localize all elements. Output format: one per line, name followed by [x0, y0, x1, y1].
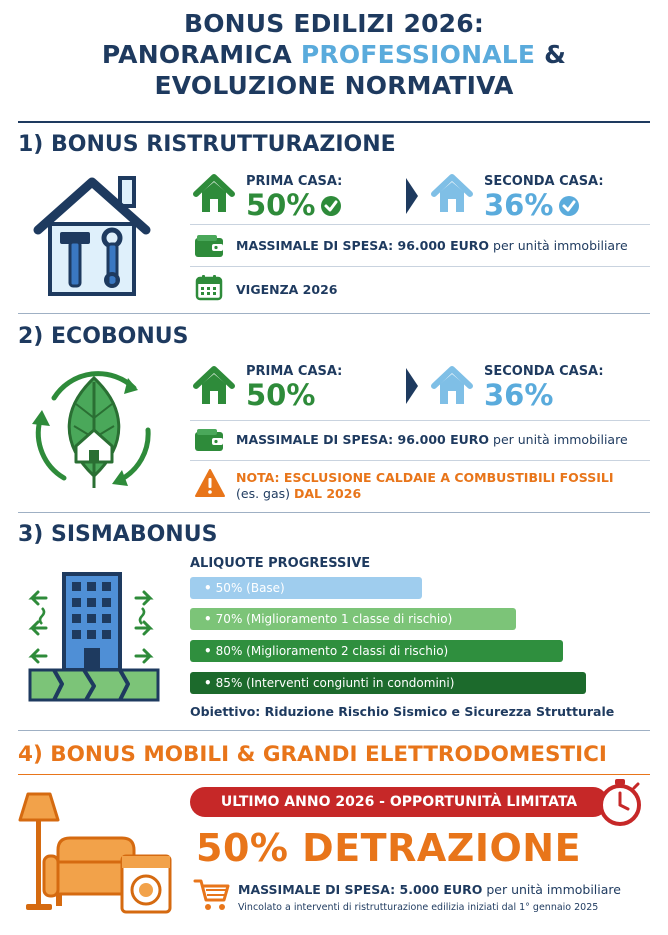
bar-pct: 85%: [215, 676, 243, 690]
bar-bullet: •: [204, 676, 212, 690]
section-divider: [18, 313, 650, 314]
house-icon: [430, 364, 474, 406]
s1-massimale: [236, 238, 628, 253]
eco-leaf-house-icon: [24, 358, 164, 498]
s1-prima-label: PRIMA CASA:: [246, 174, 343, 189]
s2-massimale: [236, 432, 628, 447]
aliquota-bar: [190, 640, 563, 662]
check-circle-icon: [320, 195, 342, 217]
s2-massimale-label: MASSIMALE DI SPESA: 96.000 EURO: [236, 432, 490, 447]
s2-title: 2) ECOBONUS: [18, 324, 189, 349]
title-divider: [18, 121, 650, 123]
section-divider: [18, 512, 650, 513]
warning-icon: [194, 468, 226, 498]
s1-massimale-label: MASSIMALE DI SPESA: 96.000 EURO: [236, 238, 490, 253]
s2-prima-label: PRIMA CASA:: [246, 364, 343, 379]
stopwatch-icon: [598, 778, 642, 826]
s2-nota-line2: [236, 486, 361, 501]
title-line-2c: &: [535, 40, 567, 69]
s3-obiettivo: Obiettivo: Riduzione Rischio Sismico e Sicurezza Strutturale: [190, 704, 615, 719]
furniture-appliances-icon: [14, 790, 174, 918]
s2-seconda-label: SECONDA CASA:: [484, 364, 604, 379]
aliquota-bar: [190, 608, 516, 630]
s4-massimale-label: MASSIMALE DI SPESA: 5.000 EURO: [238, 882, 483, 897]
divider: [190, 420, 650, 421]
wallet-icon: [194, 234, 224, 258]
page-title: [0, 8, 668, 101]
section-divider: [18, 730, 650, 731]
s2-nota-line1: NOTA: ESCLUSIONE CALDAIE A COMBUSTIBILI FOSSILI: [236, 470, 614, 485]
s1-seconda-value: 36%: [484, 188, 554, 222]
s3-aliquote-label: ALIQUOTE PROGRESSIVE: [190, 556, 371, 571]
s4-massimale-suffix: per unità immobiliare: [482, 882, 621, 897]
bar-bullet: •: [204, 644, 212, 658]
title-line-3: EVOLUZIONE NORMATIVA: [154, 71, 514, 100]
house-tools-icon: [24, 168, 160, 298]
s2-prima-value: 50%: [246, 378, 316, 412]
shopping-cart-icon: [194, 878, 230, 912]
earthquake-building-icon: [24, 568, 164, 704]
s4-vincolo: Vincolato a interventi di ristrutturazione edilizia iniziati dal 1° gennaio 2025: [238, 902, 599, 913]
chevron-right-icon: [404, 366, 420, 406]
s2-seconda-value: 36%: [484, 378, 554, 412]
calendar-icon: [196, 274, 222, 300]
aliquota-bar: [190, 577, 422, 599]
title-line-2b: PROFESSIONALE: [300, 40, 536, 69]
bar-text: (Miglioramento 2 classi di rischio): [242, 644, 449, 658]
s3-title: 3) SISMABONUS: [18, 522, 218, 547]
bar-pct: 50%: [215, 581, 243, 595]
chevron-right-icon: [404, 176, 420, 216]
bar-text: (Interventi congiunti in condomini): [242, 676, 455, 690]
wallet-icon: [194, 428, 224, 452]
s1-vigenza: VIGENZA 2026: [236, 282, 338, 297]
house-icon: [192, 172, 236, 214]
house-icon: [192, 364, 236, 406]
s2-massimale-suffix: per unità immobiliare: [489, 432, 628, 447]
section-divider: [18, 774, 650, 775]
bar-pct: 80%: [215, 644, 243, 658]
divider: [190, 266, 650, 267]
bar-bullet: •: [204, 581, 212, 595]
bar-bullet: •: [204, 612, 212, 626]
s1-prima-value: 50%: [246, 188, 316, 222]
s1-massimale-suffix: per unità immobiliare: [489, 238, 628, 253]
check-circle-icon: [558, 195, 580, 217]
title-line-1: BONUS EDILIZI 2026:: [183, 9, 485, 38]
divider: [190, 224, 650, 225]
s2-nota-line2b: DAL 2026: [293, 486, 362, 501]
s4-title: 4) BONUS MOBILI & GRANDI ELETTRODOMESTICI: [18, 742, 607, 767]
ultimo-anno-banner: ULTIMO ANNO 2026 - OPPORTUNITÀ LIMITATA: [190, 787, 608, 817]
title-line-2a: PANORAMICA: [101, 40, 301, 69]
aliquota-bar: [190, 672, 586, 694]
divider: [190, 460, 650, 461]
house-icon: [430, 172, 474, 214]
s1-title: 1) BONUS RISTRUTTURAZIONE: [18, 132, 396, 157]
bar-pct: 70%: [215, 612, 243, 626]
s1-seconda-label: SECONDA CASA:: [484, 174, 604, 189]
s2-nota-line2a: (es. gas): [236, 486, 294, 501]
bar-text: (Base): [242, 581, 285, 595]
s4-massimale: [238, 882, 621, 897]
detrazione-headline: 50% DETRAZIONE: [196, 826, 582, 870]
bar-text: (Miglioramento 1 classe di rischio): [242, 612, 453, 626]
